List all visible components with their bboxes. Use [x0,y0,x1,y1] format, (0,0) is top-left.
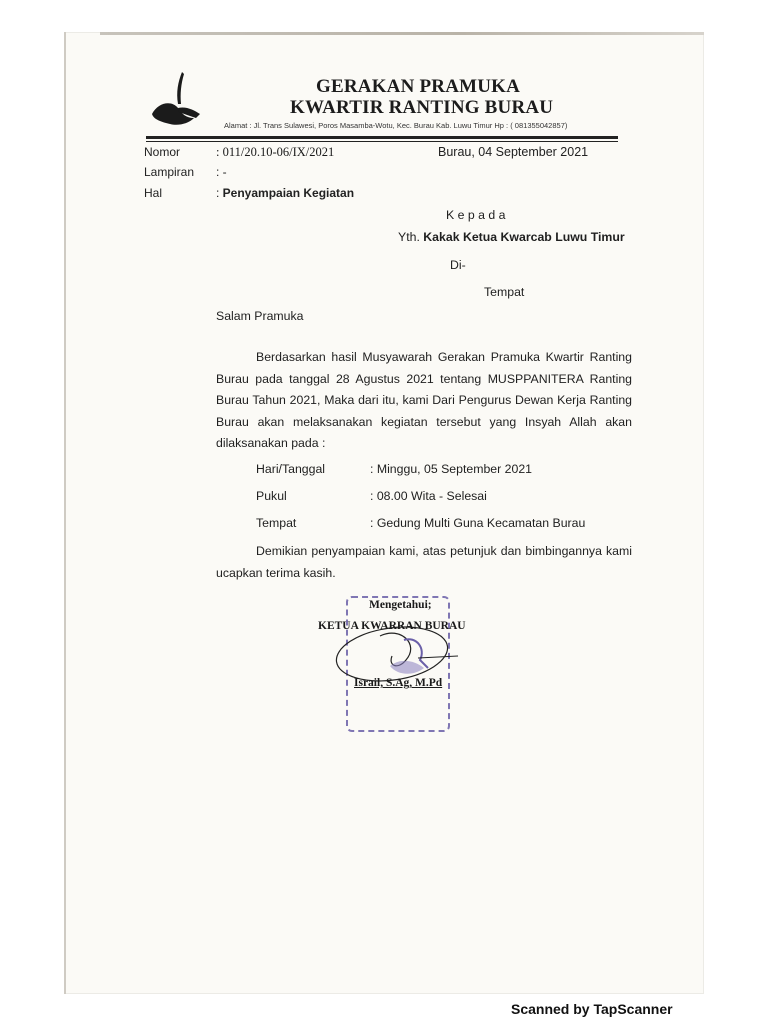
kepada-label: K e p a d a [446,208,506,222]
schedule-value-time: : 08.00 Wita - Selesai [370,489,487,503]
nomor-label: Nomor [144,145,181,159]
signatory-title: KETUA KWARRAN BURAU [318,620,466,632]
recipient-name: Kakak Ketua Kwarcab Luwu Timur [423,230,625,244]
signature-scribble-icon [330,596,470,706]
signatory-name: Israil, S.Ag, M.Pd [354,677,443,689]
tempat-label: Tempat [484,285,525,299]
scanner-watermark: Scanned by TapScanner [511,1001,673,1017]
schedule-label-place: Tempat [256,516,297,530]
yth-prefix: Yth. [398,230,424,244]
di-label: Di- [450,258,466,272]
body-paragraph: Berdasarkan hasil Musyawarah Gerakan Pramuka Kwartir Ranting Burau pada tanggal 28 Agustus 2021 tentang MUSPPANITERA Ranting Burau Tahun 2021, Maka dari itu, kami Dari Pengurus Dewan Kerja Ranting Burau akan melaksanakan kegiatan tersebut yang Insyah Allah akan dilaksanakan pada : [216,350,632,450]
lampiran-value: : - [216,165,227,179]
org-name-line2: KWARTIR RANTING BURAU [290,97,554,118]
mengetahui-label: Mengetahui; [369,599,432,611]
schedule-label-time: Pukul [256,489,287,503]
nomor-value: : 011/20.10-06/IX/2021 [216,145,335,159]
org-name-line1: GERAKAN PRAMUKA [316,76,521,97]
lampiran-label: Lampiran [144,165,195,179]
hal-colon: : [216,186,223,200]
greeting: Salam Pramuka [216,309,304,323]
hal-field [216,186,354,200]
paper-left-edge [64,32,66,994]
hal-value: Penyampaian Kegiatan [222,186,355,200]
letter-date: Burau, 04 September 2021 [438,145,589,159]
scout-emblem-icon [148,68,204,132]
recipient-line [398,230,625,244]
paper-top-edge [100,32,704,35]
schedule-value-place: : Gedung Multi Guna Kecamatan Burau [370,516,586,530]
letterhead-rule-thin [146,141,618,142]
schedule-value-date: : Minggu, 05 September 2021 [370,462,533,476]
hal-label: Hal [144,186,163,200]
letterhead-rule-thick [146,136,618,139]
letterhead-address: Alamat : Jl. Trans Sulawesi, Poros Masamba-Wotu, Kec. Burau Kab. Luwu Timur Hp : ( 081355042857) [224,121,568,130]
schedule-label-date: Hari/Tanggal [256,462,326,476]
closing-paragraph: Demikian penyampaian kami, atas petunjuk dan bimbingannya kami ucapkan terima kasih. [216,544,632,580]
